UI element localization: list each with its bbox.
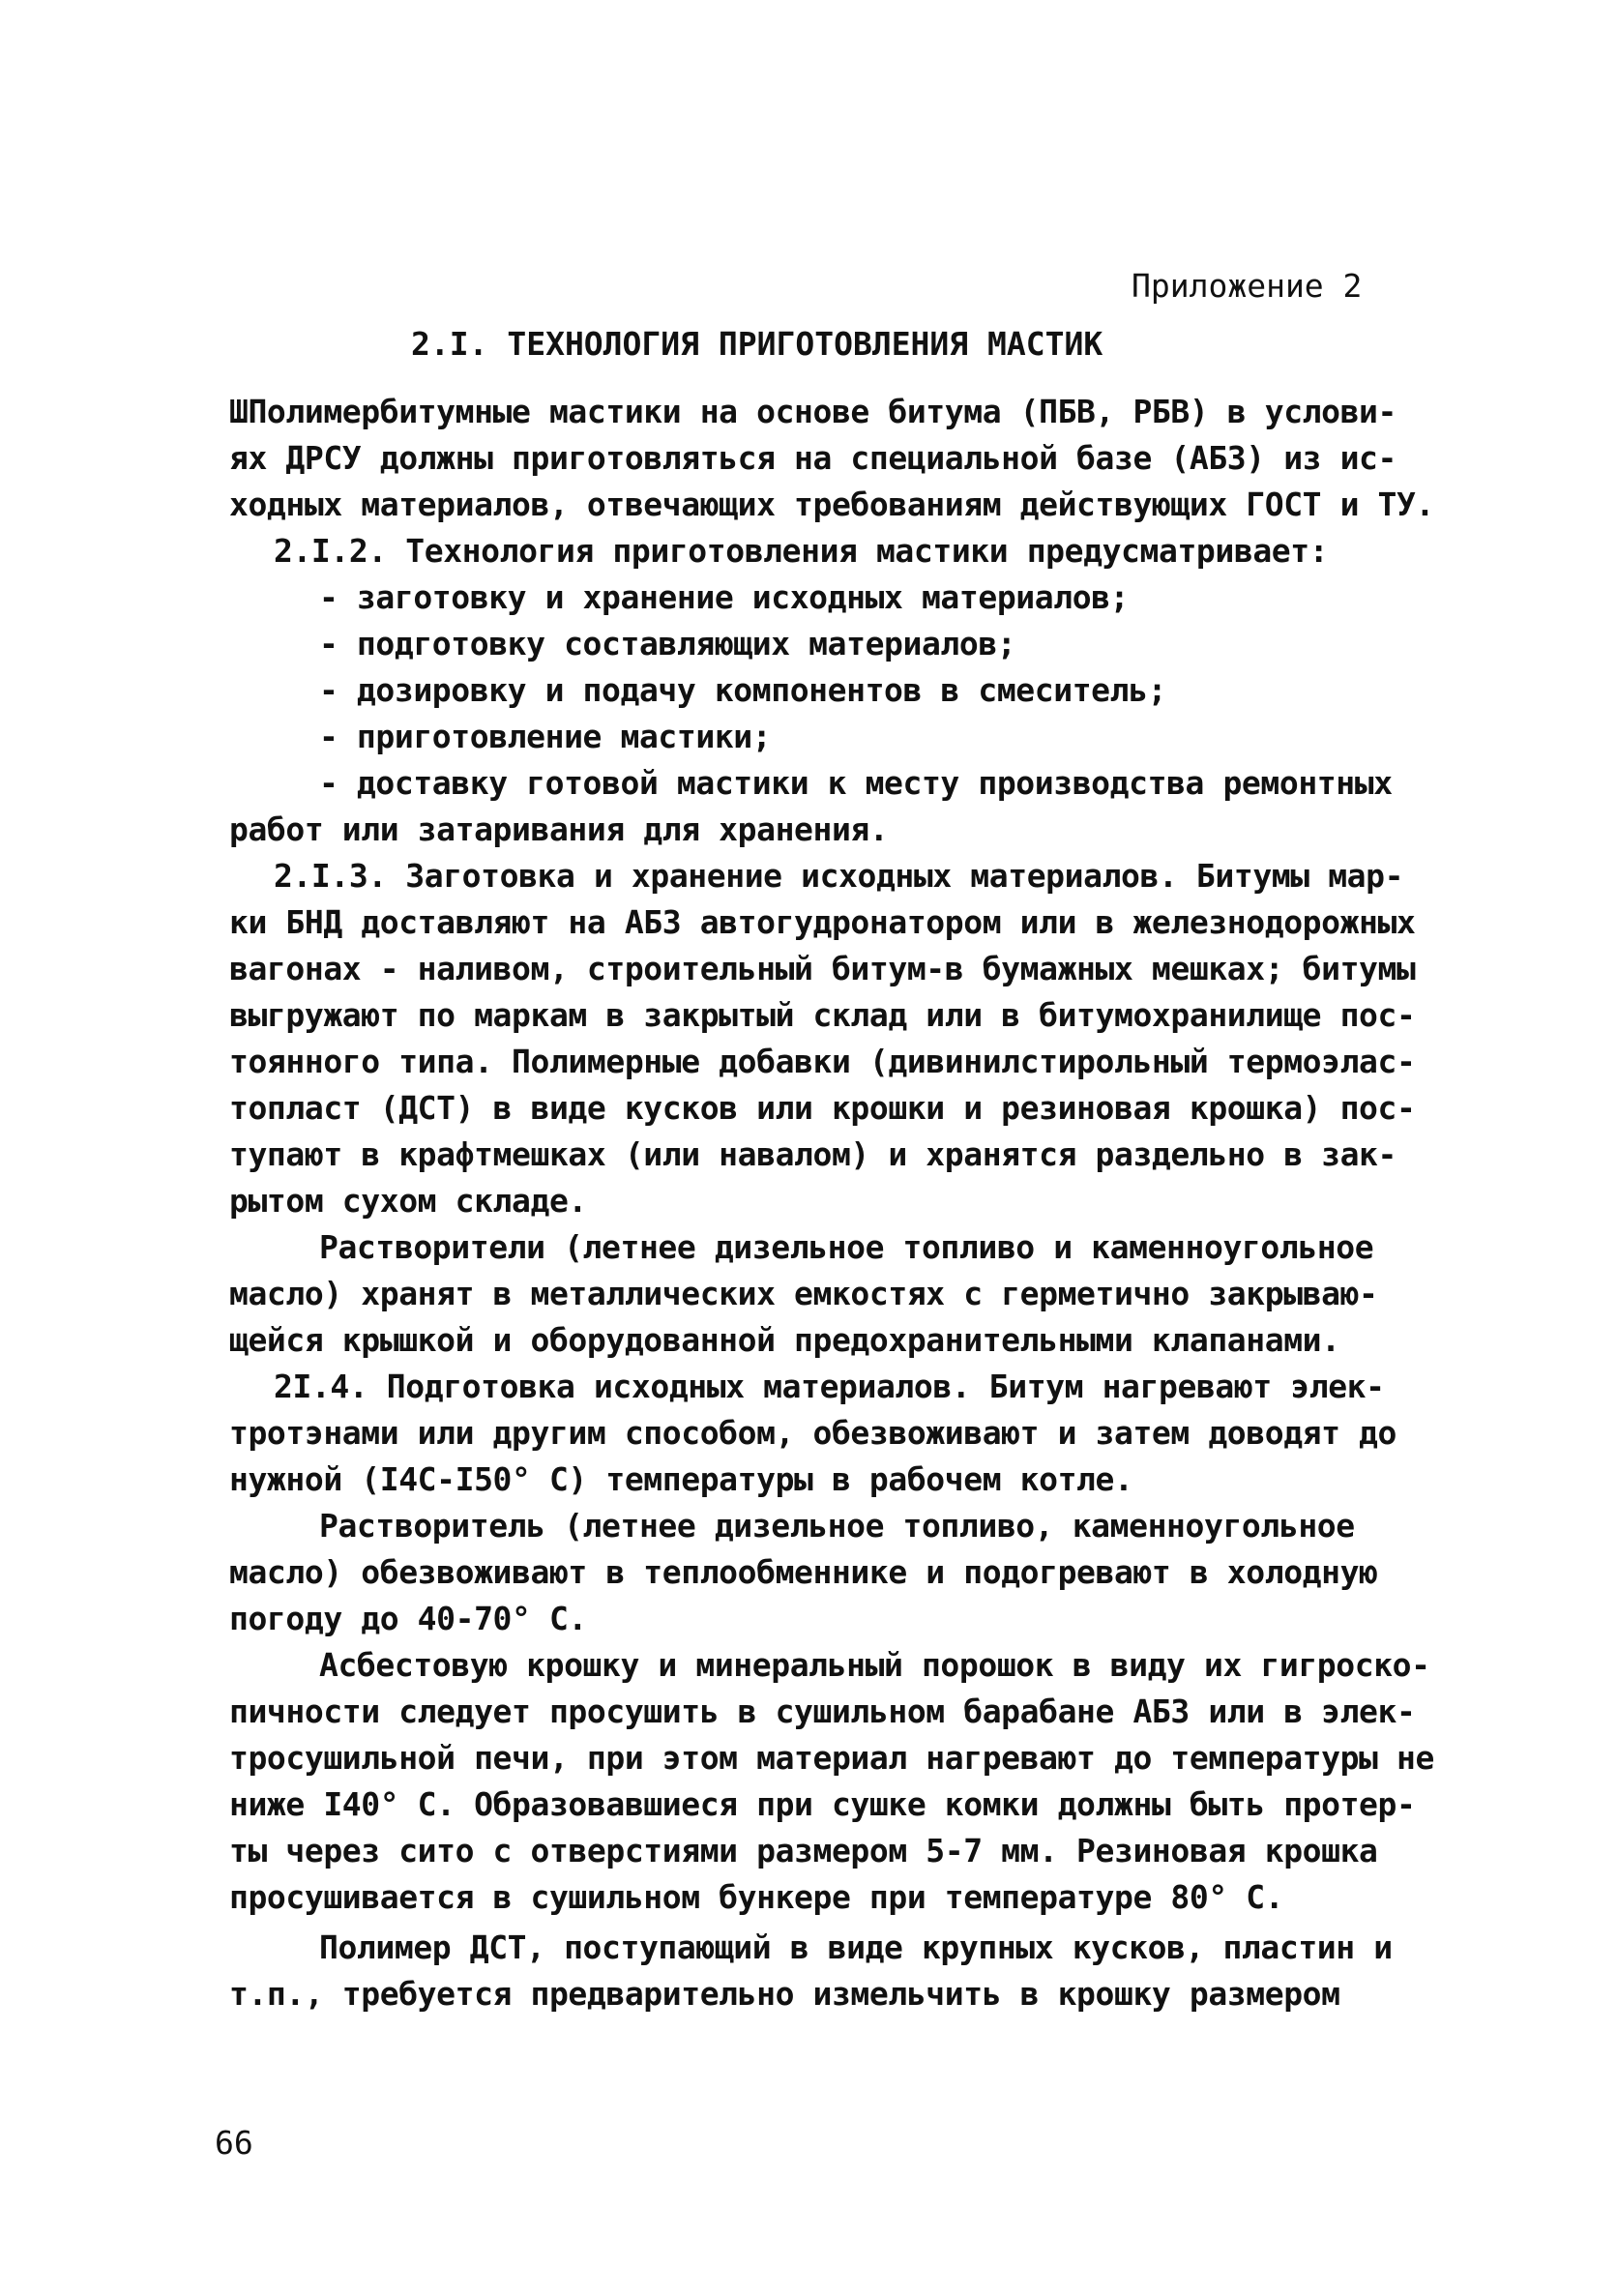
text-line: ШПолимербитумные мастики на основе битума (ПБВ, РБВ) в услови- bbox=[229, 393, 1396, 430]
text-line: ниже I40° С. Образовавшиеся при сушке комки должны быть протер- bbox=[229, 1785, 1416, 1823]
appendix-label: Приложение 2 bbox=[1132, 267, 1363, 305]
text-line: - заготовку и хранение исходных материалов; bbox=[319, 578, 1130, 616]
text-line: ях ДРСУ должны приготовляться на специальной базе (АБЗ) из ис- bbox=[229, 439, 1396, 477]
text-line: рытом сухом складе. bbox=[229, 1182, 587, 1220]
text-line: - дозировку и подачу компонентов в смеситель; bbox=[319, 671, 1167, 709]
text-line: вагонах - наливом, строительный битум-в бумажных мешках; битумы bbox=[229, 950, 1416, 987]
section-title: 2.I. ТЕХНОЛОГИЯ ПРИГОТОВЛЕНИЯ МАСТИК bbox=[411, 325, 1103, 363]
text-line: - подготовку составляющих материалов; bbox=[319, 625, 1016, 662]
text-line: - приготовление мастики; bbox=[319, 718, 772, 755]
text-line: ты через сито с отверстиями размером 5-7 мм. Резиновая крошка bbox=[229, 1832, 1378, 1869]
text-line: масло) хранят в металлических емкостях с герметично закрываю- bbox=[229, 1275, 1378, 1312]
text-line: пичности следует просушить в сушильном барабане АБЗ или в элек- bbox=[229, 1693, 1416, 1730]
text-line: нужной (I4С-I50° С) температуры в рабочем котле. bbox=[229, 1460, 1133, 1498]
text-line: выгружают по маркам в закрытый склад или в битумохранилище пос- bbox=[229, 996, 1416, 1034]
text-line: масло) обезвоживают в теплообменнике и подогревают в холодную bbox=[229, 1553, 1378, 1591]
text-line: - доставку готовой мастики к месту производства ремонтных bbox=[319, 764, 1393, 802]
text-line: топласт (ДСТ) в виде кусков или крошки и резиновая крошка) пос- bbox=[229, 1089, 1416, 1127]
page-number: 66 bbox=[215, 2124, 253, 2162]
text-line: тросушильной печи, при этом материал нагревают до температуры не bbox=[229, 1739, 1434, 1777]
text-line: Полимер ДСТ, поступающий в виде крупных кусков, пластин и bbox=[319, 1928, 1393, 1966]
text-line: Асбестовую крошку и минеральный порошок в виду их гигроско- bbox=[319, 1646, 1430, 1684]
text-line: щейся крышкой и оборудованной предохранительными клапанами. bbox=[229, 1321, 1340, 1359]
text-line: 2.I.3. Заготовка и хранение исходных материалов. Битумы мар- bbox=[274, 857, 1404, 895]
text-line: тротэнами или другим способом, обезвоживают и затем доводят до bbox=[229, 1414, 1396, 1452]
text-line: 2I.4. Подготовка исходных материалов. Битум нагревают элек- bbox=[274, 1368, 1385, 1405]
text-line: просушивается в сушильном бункере при температуре 80° С. bbox=[229, 1878, 1284, 1916]
text-line: тоянного типа. Полимерные добавки (дивинилстирольный термоэлас- bbox=[229, 1043, 1416, 1080]
text-line: Растворитель (летнее дизельное топливо, каменноугольное bbox=[319, 1507, 1355, 1545]
text-line: ки БНД доставляют на АБЗ автогудронатором или в железнодорожных bbox=[229, 903, 1416, 941]
text-line: погоду до 40-70° С. bbox=[229, 1600, 587, 1637]
text-line: работ или затаривания для хранения. bbox=[229, 810, 889, 848]
text-line: тупают в крафтмешках (или навалом) и хранятся раздельно в зак- bbox=[229, 1135, 1396, 1173]
text-line: 2.I.2. Технология приготовления мастики предусматривает: bbox=[274, 532, 1329, 570]
text-line: т.п., требуется предварительно измельчить в крошку размером bbox=[229, 1975, 1340, 2013]
text-line: ходных материалов, отвечающих требованиям действующих ГОСТ и ТУ. bbox=[229, 486, 1434, 523]
text-line: Растворители (летнее дизельное топливо и каменноугольное bbox=[319, 1228, 1374, 1266]
